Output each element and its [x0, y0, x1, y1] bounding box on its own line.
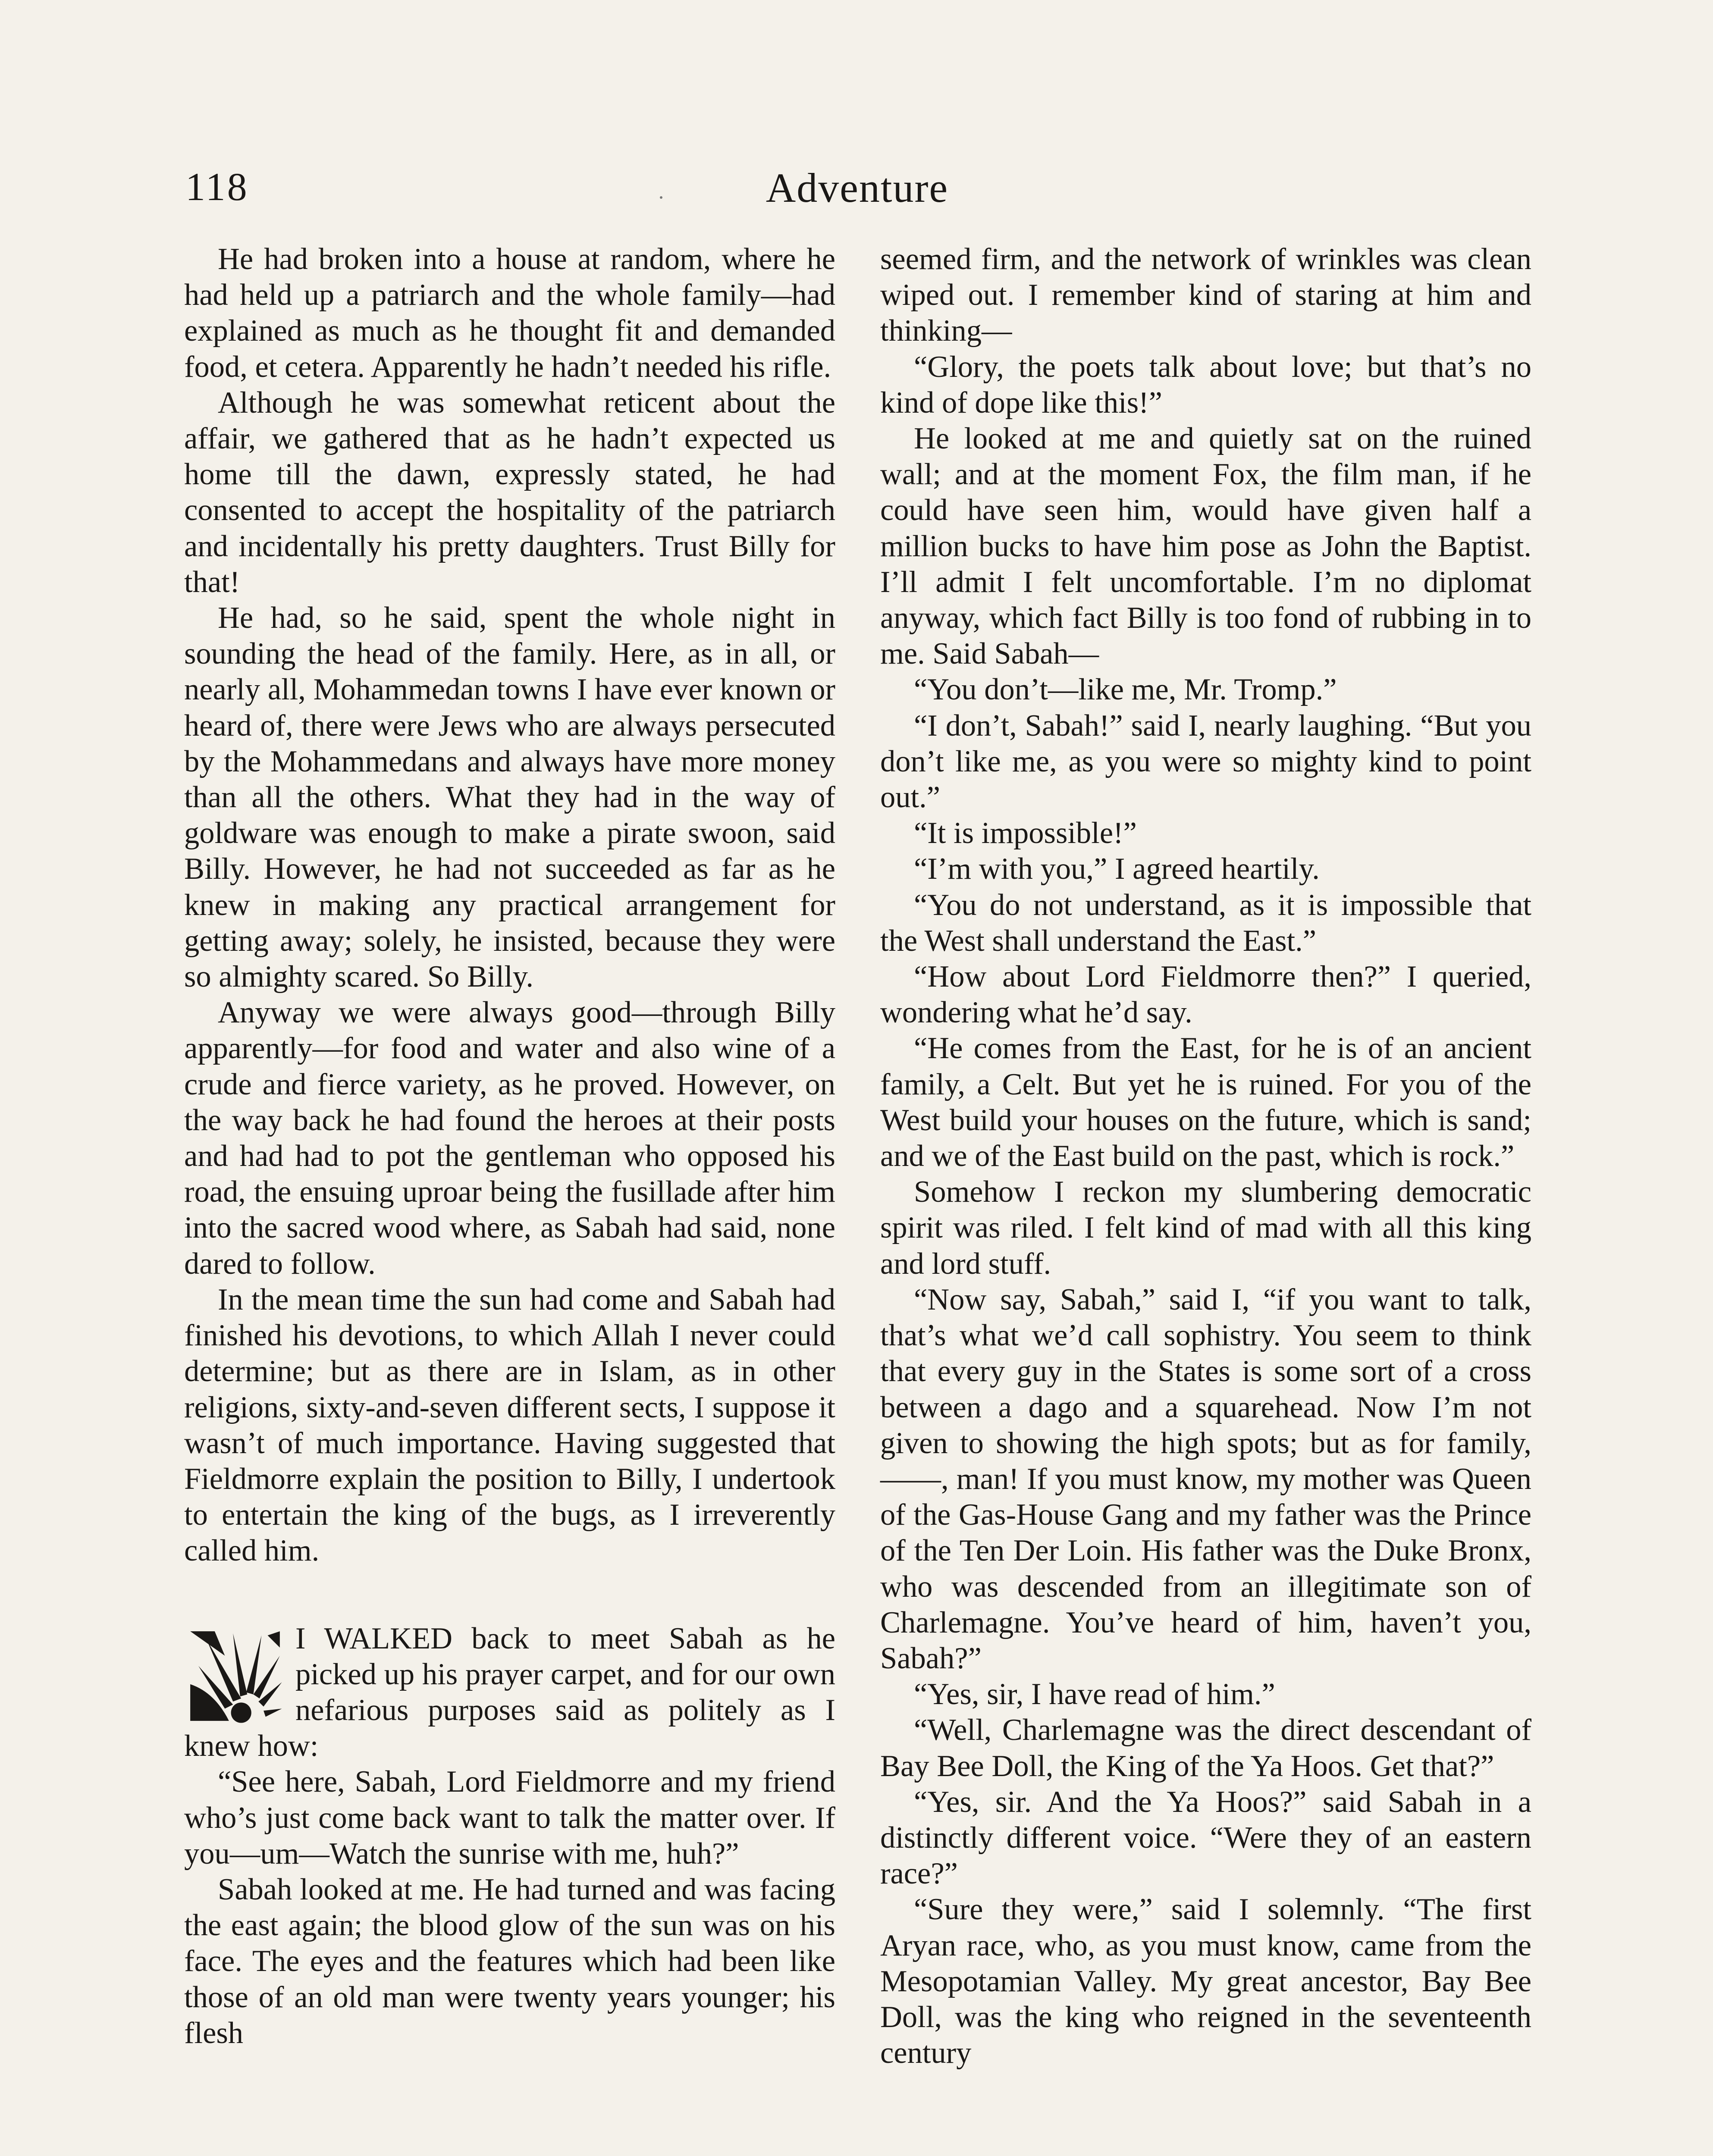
paragraph: He had, so he said, spent the whole night in sounding the head of the family. Here, as in all, or nearly all, Mohammedan towns I have ever known or heard of, there were Jews who are always persecuted by the Mohammedans and always have more money than all the others. What they had in the way of goldware was enough to make a pirate swoon, said Billy. However, he had not succeeded as far as he knew in making any practical arrangement for getting away; solely, he insisted, because they were so almighty scared. So Billy. — [184, 601, 835, 994]
paragraph: “It is impossible!” — [914, 816, 1137, 850]
paragraph: He looked at me and quietly sat on the ruined wall; and at the moment Fox, the film man, if he could have seen him, would have given half a million bucks to have him pose as John the Baptist. I’ll admit I felt uncomfortable. I’m no diplomat anyway, which fact Billy is too fond of rubbing in to me. Said Sabah— — [880, 422, 1531, 671]
paragraph: “Yes, sir. And the Ya Hoos?” said Sabah in a distinctly different voice. “Were they of an eastern race?” — [880, 1785, 1531, 1891]
paragraph: “Now say, Sabah,” said I, “if you want to talk, that’s what we’d call sophistry. You seem to think that every guy in the States is some sort of a cross between a dago and a squarehead. Now I’m not given to showing the high spots; but as for family, ——, man! If you must know, my mother was Queen of the Gas-House Gang and my father was the Prince of the Ten Der Loin. His father was the Duke Bronx, who was descended from an illegitimate son of Charlemagne. You’ve heard of him, haven’t you, Sabah?” — [880, 1282, 1531, 1675]
paragraph: Sabah looked at me. He had turned and was facing the east again; the blood glow of the sun was on his face. The eyes and the features which had been like those of an old man were twenty years younger; his flesh — [184, 1872, 835, 2050]
right-column — [880, 241, 1531, 2071]
paragraph: “I’m with you,” I agreed heartily. — [914, 852, 1320, 886]
section-paragraph-text: I WALKED back to meet Sabah as he picked up his prayer carpet, and for our own nefarious purposes said as politely as I knew how: — [184, 1621, 835, 1763]
magazine-title: Adventure — [766, 165, 949, 211]
paragraph: Anyway we were always good—through Billy apparently—for food and water and also wine of a crude and fierce variety, as he proved. However, on the way back he had found the heroes at their posts and had had to pot the gentleman who opposed his road, the ensuing uproar being the fusillade after him into the sacred wood where, as Sabah had said, none dared to follow. — [184, 996, 835, 1281]
paragraph: Somehow I reckon my slumbering democratic spirit was riled. I felt kind of mad with all this king and lord stuff. — [880, 1175, 1531, 1281]
paragraph: “Well, Charlemagne was the direct descendant of Bay Bee Doll, the King of the Ya Hoos. Get that?” — [880, 1713, 1531, 1783]
sunburst-ornament-icon — [184, 1625, 286, 1727]
paragraph: “You don’t—like me, Mr. Tromp.” — [914, 673, 1337, 707]
section-opening-paragraph — [184, 1621, 835, 1764]
paragraph: In the mean time the sun had come and Sabah had finished his devotions, to which Allah I never could determine; but as there are in Islam, as in other religions, sixty-and-seven different sects, I suppose it wasn’t of much importance. Having suggested that Fieldmorre explain the position to Billy, I undertook to entertain the king of the bugs, as I irreverently called him. — [184, 1282, 835, 1568]
print-speck — [660, 196, 662, 199]
continued-paragraph: seemed firm, and the network of wrinkles was clean wiped out. I remember kind of staring at him and thinking— — [880, 242, 1531, 348]
left-column — [184, 241, 835, 2051]
page-number: 118 — [185, 165, 249, 209]
paragraph: “I don’t, Sabah!” said I, nearly laughing. “But you don’t like me, as you were so mighty kind to point out.” — [880, 708, 1531, 815]
paragraph: “Yes, sir, I have read of him.” — [914, 1677, 1275, 1711]
paragraph: He had broken into a house at random, where he had held up a patriarch and the whole family—had explained as much as he thought fit and demanded food, et cetera. Apparently he hadn’t needed his rifle. — [184, 242, 835, 384]
paragraph: “You do not understand, as it is impossible that the West shall understand the East.” — [880, 888, 1531, 958]
paragraph: “He comes from the East, for he is of an ancient family, a Celt. But yet he is ruined. For you of the West build your houses on the future, which is sand; and we of the East build on the past, which is rock.” — [880, 1031, 1531, 1173]
paragraph: “How about Lord Fieldmorre then?” I queried, wondering what he’d say. — [880, 960, 1531, 1030]
paragraph: “Glory, the poets talk about love; but that’s no kind of dope like this!” — [880, 350, 1531, 420]
paragraph: Although he was somewhat reticent about the affair, we gathered that as he hadn’t expected us home till the dawn, expressly stated, he had consented to accept the hospitality of the patriarch and incidentally his pretty daughters. Trust Billy for that! — [184, 385, 835, 599]
page-header — [185, 164, 1529, 224]
section-break — [184, 1569, 835, 1621]
paragraph: “Sure they were,” said I solemnly. “The first Aryan race, who, as you must know, came from the Mesopotamian Valley. My great ancestor, Bay Bee Doll, was the king who reigned in the seventeenth century — [880, 1893, 1531, 2070]
paragraph: “See here, Sabah, Lord Fieldmorre and my friend who’s just come back want to talk the matter over. If you—um—Watch the sunrise with me, huh?” — [184, 1765, 835, 1871]
